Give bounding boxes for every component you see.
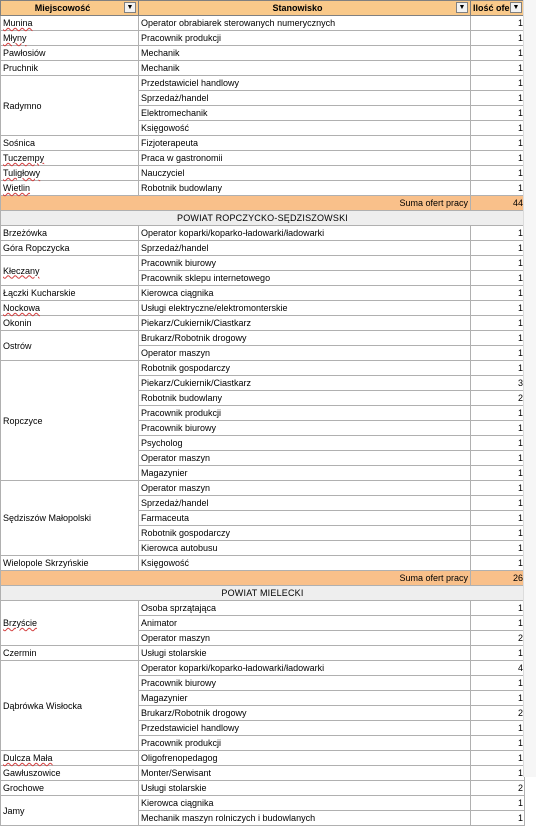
position-cell[interactable]: Pracownik produkcji [139,31,471,46]
count-cell[interactable]: 1 [471,16,525,31]
place-cell[interactable] [1,16,139,31]
table-row [1,646,525,661]
count-cell[interactable]: 1 [471,31,525,46]
powiat-row [1,586,525,601]
count-cell[interactable]: 1 [471,46,525,61]
count-cell[interactable]: 1 [471,676,525,691]
header-row [1,1,525,16]
position-cell[interactable]: Oligofrenopedagog [139,751,471,766]
table-row [1,181,525,196]
table-row [1,481,525,496]
count-cell[interactable]: 1 [471,301,525,316]
powiat-label[interactable]: POWIAT MIELECKI [1,586,525,601]
position-cell[interactable]: Operator obrabiarek sterowanych numerycznych [139,16,471,31]
place-cell[interactable] [1,601,139,646]
position-cell[interactable]: Magazynier [139,691,471,706]
count-cell[interactable]: 1 [471,286,525,301]
sum-row [1,571,525,586]
table-row [1,166,525,181]
table-row [1,781,525,796]
position-cell[interactable]: Operator maszyn [139,346,471,361]
header-cell-miejscowosc [1,1,139,16]
sum-value[interactable]: 44 [471,196,525,211]
place-name: Dulcza Mała [3,753,53,763]
table-row [1,46,525,61]
place-cell[interactable] [1,766,139,781]
place-name: Sośnica [3,138,36,148]
position-cell[interactable]: Kierowca ciągnika [139,796,471,811]
place-cell[interactable] [1,481,139,556]
count-cell[interactable]: 1 [471,541,525,556]
position-cell[interactable]: Robotnik gospodarczy [139,361,471,376]
count-cell[interactable]: 1 [471,691,525,706]
place-name: Pruchnik [3,63,39,73]
place-cell[interactable] [1,46,139,61]
count-cell[interactable]: 1 [471,271,525,286]
count-cell[interactable]: 4 [471,661,525,676]
table-row [1,796,525,811]
count-cell[interactable]: 3 [471,376,525,391]
place-cell[interactable] [1,166,139,181]
powiat-label[interactable]: POWIAT ROPCZYCKO-SĘDZISZOWSKI [1,211,525,226]
position-cell[interactable]: Monter/Serwisant [139,766,471,781]
place-name: Góra Ropczycka [3,243,70,253]
count-cell[interactable]: 1 [471,361,525,376]
table-row [1,31,525,46]
count-cell[interactable]: 1 [471,811,525,826]
count-cell[interactable]: 1 [471,136,525,151]
position-cell[interactable]: Osoba sprzątająca [139,601,471,616]
place-name: Dąbrówka Wisłocka [3,700,83,711]
position-cell[interactable]: Pracownik sklepu internetowego [139,271,471,286]
count-cell[interactable]: 1 [471,316,525,331]
place-name: Czermin [3,648,37,658]
position-cell[interactable]: Pracownik produkcji [139,406,471,421]
powiat-row [1,211,525,226]
place-cell[interactable] [1,661,139,751]
position-cell[interactable]: Pracownik biurowy [139,676,471,691]
position-cell[interactable]: Operator koparki/koparko-ładowarki/ładowarki [139,226,471,241]
place-name: Gawłuszowice [3,768,61,778]
position-cell[interactable]: Usługi stolarskie [139,646,471,661]
place-cell[interactable] [1,151,139,166]
count-cell[interactable]: 1 [471,466,525,481]
table-row [1,286,525,301]
position-cell[interactable]: Robotnik budowlany [139,391,471,406]
count-cell[interactable]: 1 [471,346,525,361]
position-cell[interactable]: Usługi elektryczne/elektromonterskie [139,301,471,316]
position-cell[interactable]: Kierowca autobusu [139,541,471,556]
header-label: Ilość ofe [473,3,510,13]
place-cell[interactable] [1,76,139,136]
place-cell[interactable] [1,31,139,46]
position-cell[interactable]: Fizjoterapeuta [139,136,471,151]
place-cell[interactable] [1,241,139,256]
place-name: Tuligłowy [3,168,41,178]
count-cell[interactable]: 1 [471,526,525,541]
place-name: Wielopole Skrzyńskie [3,558,89,568]
position-cell[interactable]: Mechanik [139,61,471,76]
position-cell[interactable]: Psycholog [139,436,471,451]
place-name: Pawłosiów [3,48,46,58]
filter-dropdown-icon[interactable]: ▼ [124,2,136,13]
position-cell[interactable]: Przedstawiciel handlowy [139,721,471,736]
position-cell[interactable]: Robotnik gospodarczy [139,526,471,541]
count-cell[interactable]: 1 [471,736,525,751]
position-cell[interactable]: Farmaceuta [139,511,471,526]
count-cell[interactable]: 1 [471,556,525,571]
position-cell[interactable]: Robotnik budowlany [139,181,471,196]
table-row [1,241,525,256]
header-cell-stanowisko [139,1,471,16]
place-name: Kłeczany [3,265,40,276]
table-row [1,136,525,151]
sum-row [1,196,525,211]
table-row [1,361,525,376]
table-row [1,751,525,766]
position-cell[interactable]: Pracownik biurowy [139,256,471,271]
count-cell[interactable]: 1 [471,76,525,91]
place-name: Brzeżówka [3,228,48,238]
place-cell[interactable] [1,361,139,481]
count-cell[interactable]: 2 [471,631,525,646]
table-row [1,601,525,616]
count-cell[interactable]: 1 [471,511,525,526]
position-cell[interactable]: Operator maszyn [139,631,471,646]
count-cell[interactable]: 2 [471,706,525,721]
position-cell[interactable]: Sprzedaż/handel [139,91,471,106]
position-cell[interactable]: Kierowca ciągnika [139,286,471,301]
count-cell[interactable]: 1 [471,151,525,166]
place-cell[interactable] [1,796,139,826]
count-cell[interactable]: 1 [471,751,525,766]
place-name: Ropczyce [3,415,43,426]
position-cell[interactable]: Sprzedaż/handel [139,496,471,511]
table-row [1,76,525,91]
place-name: Grochowe [3,783,45,793]
table-row [1,256,525,271]
position-cell[interactable]: Mechanik maszyn rolniczych i budowlanych [139,811,471,826]
position-cell[interactable]: Sprzedaż/handel [139,241,471,256]
position-cell[interactable]: Nauczyciel [139,166,471,181]
count-cell[interactable]: 1 [471,256,525,271]
count-cell[interactable]: 1 [471,436,525,451]
count-cell[interactable]: 1 [471,61,525,76]
count-cell[interactable]: 1 [471,331,525,346]
position-cell[interactable]: Przedstawiciel handlowy [139,76,471,91]
position-cell[interactable]: Pracownik biurowy [139,421,471,436]
count-cell[interactable]: 1 [471,496,525,511]
position-cell[interactable]: Piekarz/Cukiernik/Ciastkarz [139,316,471,331]
position-cell[interactable]: Operator koparki/koparko-ładowarki/ładowarki [139,661,471,676]
place-name: Łączki Kucharskie [3,288,76,298]
place-cell[interactable] [1,646,139,661]
sum-label: Suma ofert pracy [1,571,471,586]
count-cell[interactable]: 1 [471,796,525,811]
position-cell[interactable]: Praca w gastronomii [139,151,471,166]
count-cell[interactable]: 1 [471,241,525,256]
count-cell[interactable]: 1 [471,646,525,661]
place-cell[interactable] [1,286,139,301]
place-cell[interactable] [1,226,139,241]
position-cell[interactable]: Księgowość [139,121,471,136]
sum-label: Suma ofert pracy [1,196,471,211]
count-cell[interactable]: 1 [471,226,525,241]
filter-dropdown-icon[interactable]: ▼ [456,2,468,13]
position-cell[interactable]: Brukarz/Robotnik drogowy [139,331,471,346]
place-cell[interactable] [1,781,139,796]
header-cell-ilosc [471,1,525,16]
count-cell[interactable]: 1 [471,451,525,466]
place-cell[interactable] [1,136,139,151]
count-cell[interactable]: 1 [471,721,525,736]
place-name: Tuczempy [3,153,45,163]
vertical-scrollbar[interactable] [523,0,536,777]
header-label: Stanowisko [272,3,323,13]
place-cell[interactable] [1,556,139,571]
count-cell[interactable]: 1 [471,616,525,631]
count-cell[interactable]: 1 [471,106,525,121]
filter-dropdown-icon[interactable]: ▼ [510,2,522,13]
position-cell[interactable]: Elektromechanik [139,106,471,121]
position-cell[interactable]: Piekarz/Cukiernik/Ciastkarz [139,376,471,391]
place-name: Brzyście [3,618,38,628]
position-cell[interactable]: Animator [139,616,471,631]
count-cell[interactable]: 1 [471,766,525,781]
table-row [1,226,525,241]
count-cell[interactable]: 1 [471,166,525,181]
position-cell[interactable]: Pracownik produkcji [139,736,471,751]
table-row [1,661,525,676]
place-cell[interactable] [1,61,139,76]
count-cell[interactable]: 1 [471,406,525,421]
place-name: Nockowa [3,303,41,313]
count-cell[interactable]: 1 [471,121,525,136]
place-name: Radymno [3,100,42,111]
place-cell[interactable] [1,331,139,361]
count-cell[interactable]: 2 [471,391,525,406]
table-row [1,766,525,781]
position-cell[interactable]: Magazynier [139,466,471,481]
position-cell[interactable]: Operator maszyn [139,481,471,496]
table-row [1,16,525,31]
place-cell[interactable] [1,751,139,766]
count-cell[interactable]: 1 [471,421,525,436]
count-cell[interactable]: 1 [471,481,525,496]
place-name: Ostrów [3,340,32,351]
count-cell[interactable]: 1 [471,601,525,616]
place-cell[interactable] [1,301,139,316]
count-cell[interactable]: 1 [471,181,525,196]
table-row [1,61,525,76]
position-cell[interactable]: Brukarz/Robotnik drogowy [139,706,471,721]
table-row [1,301,525,316]
position-cell[interactable]: Operator maszyn [139,451,471,466]
place-name: Sędziszów Małopolski [3,513,92,523]
place-cell[interactable] [1,181,139,196]
position-cell[interactable]: Mechanik [139,46,471,61]
table-row [1,316,525,331]
count-cell[interactable]: 1 [471,91,525,106]
position-cell[interactable]: Księgowość [139,556,471,571]
table-row [1,151,525,166]
table-row [1,556,525,571]
count-cell[interactable]: 2 [471,781,525,796]
place-cell[interactable] [1,316,139,331]
position-cell[interactable]: Usługi stolarskie [139,781,471,796]
place-name: Munina [3,18,33,28]
table-row [1,331,525,346]
place-name: Wietlin [3,183,31,193]
place-name: Młyny [3,33,27,43]
sum-value[interactable]: 26 [471,571,525,586]
place-name: Jamy [3,805,25,816]
place-cell[interactable] [1,256,139,286]
header-label: Miejscowość [34,3,91,13]
place-name: Okonin [3,318,32,328]
